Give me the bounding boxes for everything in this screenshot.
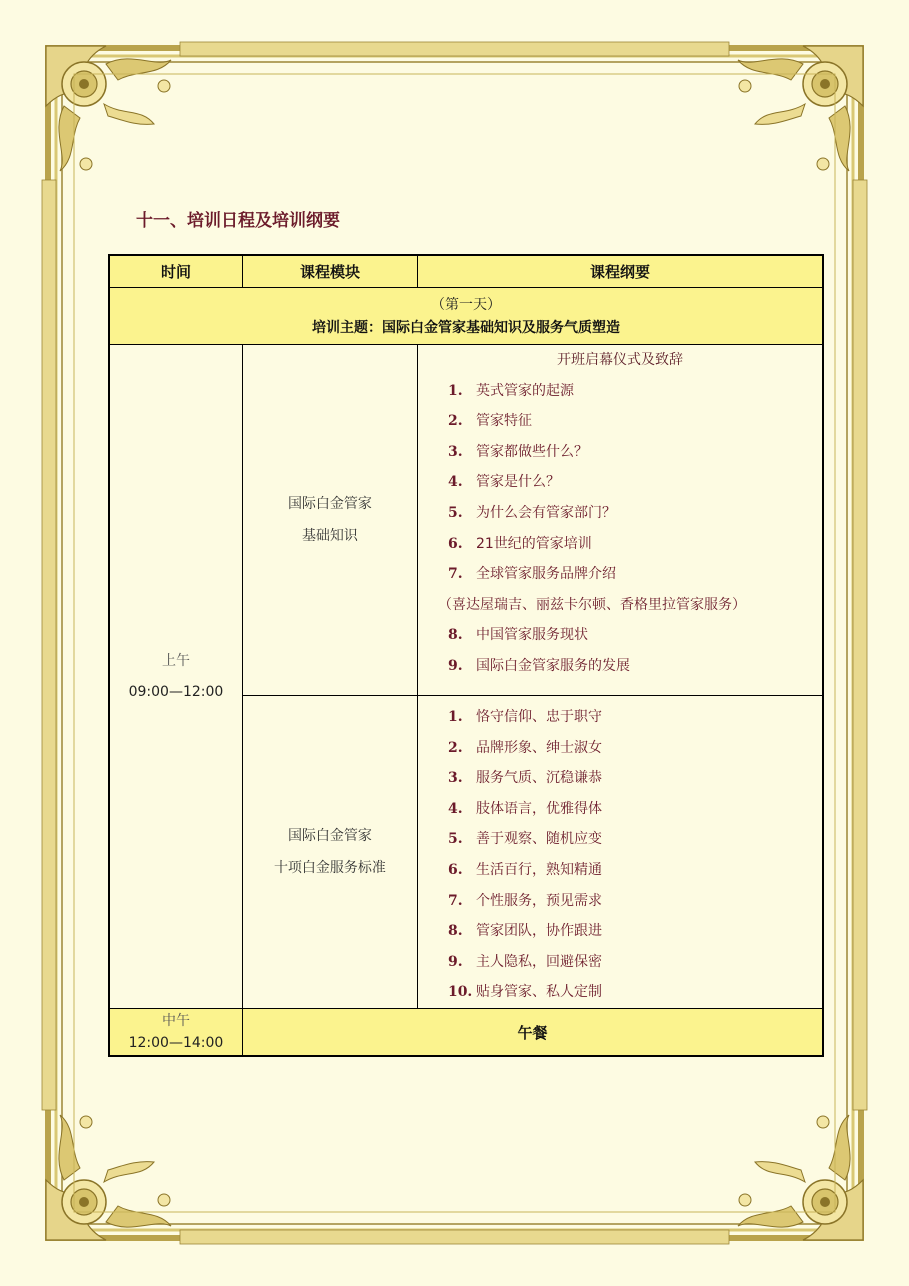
outline-item bbox=[448, 651, 822, 682]
outline-item-number: 1. bbox=[447, 709, 463, 725]
header-time: 时间 bbox=[109, 255, 242, 288]
outline-item-text: 善于观察、随机应变 bbox=[475, 831, 602, 848]
outline-item-text: 全球管家服务品牌介绍 bbox=[475, 566, 616, 583]
outline-item bbox=[448, 467, 822, 498]
outline-cell bbox=[417, 696, 823, 1009]
outline-item-number: 3. bbox=[447, 443, 463, 460]
outline-list bbox=[437, 345, 822, 682]
outline-item-text: 生活百行，熟知精通 bbox=[475, 861, 602, 878]
outline-item-text: 服务气质、沉稳谦恭 bbox=[475, 770, 602, 787]
outline-item-text: 个性服务，预见需求 bbox=[475, 892, 602, 909]
outline-item bbox=[448, 886, 822, 917]
outline-item-number: 6. bbox=[447, 861, 463, 878]
outline-item bbox=[448, 733, 822, 764]
outline-item bbox=[448, 824, 822, 855]
outline-list bbox=[448, 702, 822, 1008]
module-name: 十项白金服务标准 bbox=[273, 860, 386, 876]
outline-item-number: 1. bbox=[447, 382, 463, 399]
outline-item-number: 9. bbox=[447, 953, 463, 970]
schedule-table bbox=[108, 254, 824, 1057]
outline-item-text: 管家是什么？ bbox=[475, 474, 560, 491]
outline-item bbox=[448, 498, 822, 529]
module-name: 国际白金管家 bbox=[287, 496, 372, 512]
outline-item-number: 10. bbox=[447, 984, 473, 1001]
section-title: 十一、培训日程及培训纲要 bbox=[136, 211, 340, 231]
outline-item-number: 4. bbox=[447, 800, 463, 817]
outline-item bbox=[448, 855, 822, 886]
outline-item-text: 管家团队，协作跟进 bbox=[475, 923, 602, 940]
day-label: （第一天） bbox=[431, 297, 501, 313]
outline-item bbox=[448, 437, 822, 468]
outline-item-number: 3. bbox=[447, 770, 463, 787]
table-header-row bbox=[109, 255, 823, 288]
outline-item bbox=[448, 620, 822, 651]
module-cell bbox=[242, 696, 417, 1009]
table-row bbox=[109, 345, 823, 696]
outline-item-number: 6. bbox=[447, 535, 463, 552]
outline-item-number: 8. bbox=[447, 627, 463, 644]
morning-label: 上午 bbox=[161, 652, 190, 669]
morning-time-cell bbox=[109, 345, 242, 1009]
module-name: 国际白金管家 bbox=[287, 828, 372, 844]
noon-time-cell bbox=[109, 1009, 242, 1057]
outline-item-number: 5. bbox=[447, 504, 463, 521]
outline-item-text: 恪守信仰、忠于职守 bbox=[475, 709, 602, 725]
day-row bbox=[109, 288, 823, 345]
module-name: 基础知识 bbox=[301, 528, 358, 544]
outline-item-text: 英式管家的起源 bbox=[475, 382, 574, 399]
outline-item-number: 2. bbox=[447, 413, 463, 430]
outline-item-number: 9. bbox=[447, 657, 463, 674]
outline-item bbox=[448, 794, 822, 825]
outline-item bbox=[448, 916, 822, 947]
day-theme: 培训主题：国际白金管家基础知识及服务气质塑造 bbox=[312, 320, 620, 336]
outline-item-text: 品牌形象、绅士淑女 bbox=[475, 739, 602, 756]
outline-item-number: 4. bbox=[447, 474, 463, 491]
outline-item bbox=[448, 977, 822, 1008]
table-row bbox=[109, 1009, 823, 1057]
outline-item bbox=[448, 763, 822, 794]
header-outline: 课程纲要 bbox=[417, 255, 823, 288]
outline-item-number: 7. bbox=[447, 566, 463, 583]
outline-item-text: 21世纪的管家培训 bbox=[475, 535, 592, 552]
noon-activity: 午餐 bbox=[242, 1009, 823, 1057]
outline-item-text: 管家都做些什么？ bbox=[475, 443, 588, 460]
outline-cell bbox=[417, 345, 823, 696]
outline-item bbox=[448, 529, 822, 560]
outline-item bbox=[438, 590, 822, 621]
outline-item bbox=[448, 559, 822, 590]
morning-time: 09:00—12:00 bbox=[128, 683, 224, 700]
outline-item-text: 中国管家服务现状 bbox=[475, 627, 588, 644]
outline-item-text: 肢体语言，优雅得体 bbox=[475, 800, 602, 817]
outline-item-text: （喜达屋瑞吉、丽兹卡尔顿、香格里拉管家服务） bbox=[437, 596, 746, 613]
outline-item-text: 管家特征 bbox=[475, 413, 532, 430]
module-cell bbox=[242, 345, 417, 696]
outline-item-number: 8. bbox=[447, 923, 463, 940]
noon-label: 中午 bbox=[161, 1013, 190, 1029]
outline-item bbox=[418, 345, 822, 376]
outline-item-text: 贴身管家、私人定制 bbox=[475, 984, 602, 1001]
outline-item bbox=[448, 376, 822, 407]
header-module: 课程模块 bbox=[242, 255, 417, 288]
outline-item-number: 7. bbox=[447, 892, 463, 909]
outline-item bbox=[448, 406, 822, 437]
outline-item-number: 2. bbox=[447, 739, 463, 756]
noon-time: 12:00—14:00 bbox=[128, 1035, 224, 1051]
outline-item-text: 主人隐私，回避保密 bbox=[475, 953, 602, 970]
outline-item-text: 开班启幕仪式及致辞 bbox=[556, 352, 683, 368]
outline-item-number: 5. bbox=[447, 831, 463, 848]
outline-item bbox=[448, 702, 822, 733]
outline-item-text: 为什么会有管家部门？ bbox=[475, 504, 616, 521]
outline-item-text: 国际白金管家服务的发展 bbox=[475, 657, 630, 674]
outline-item bbox=[448, 947, 822, 978]
